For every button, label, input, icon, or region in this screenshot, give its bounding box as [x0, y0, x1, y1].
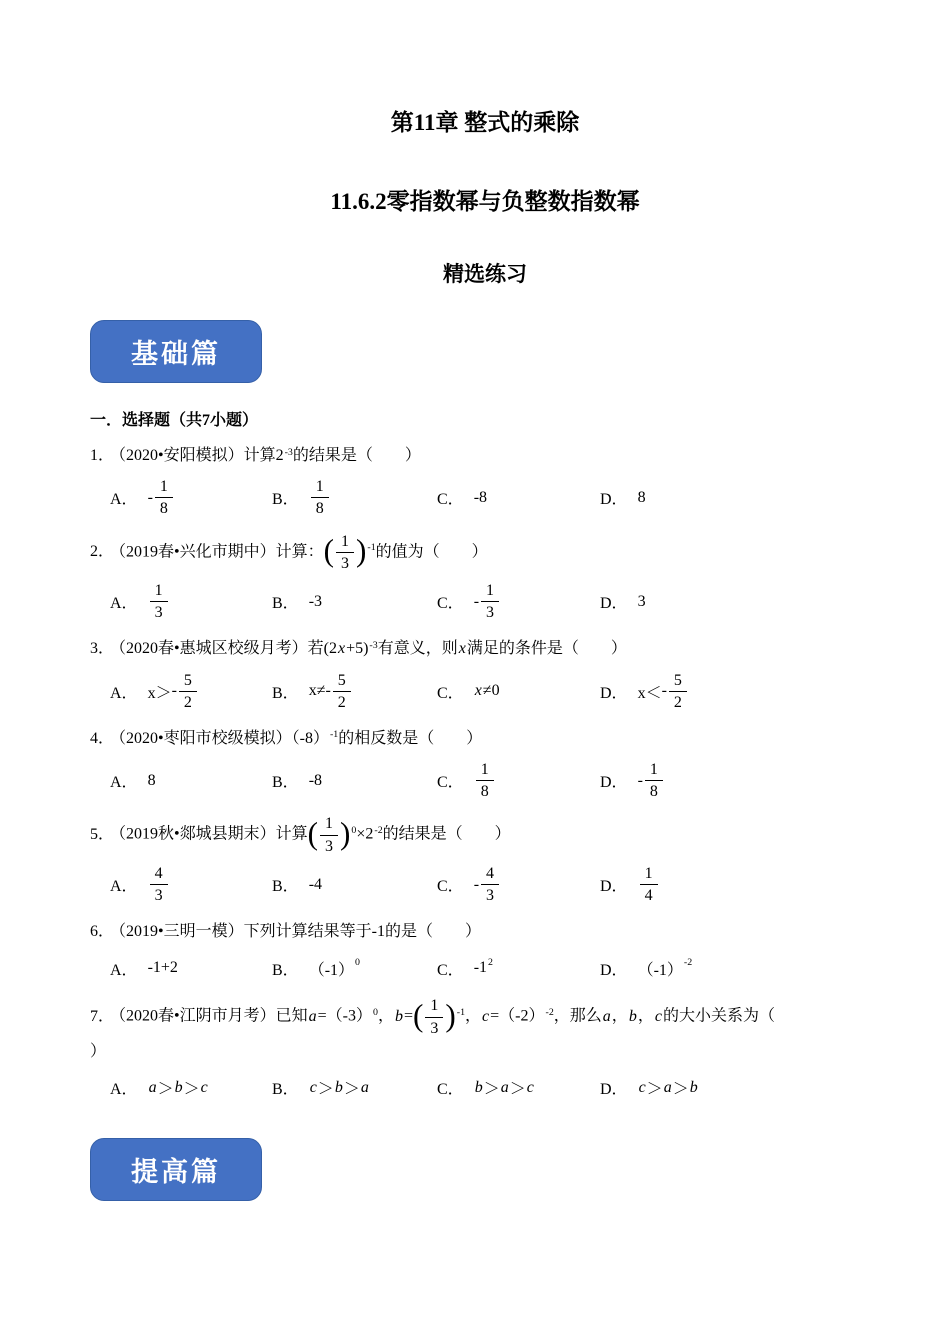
option	[272, 957, 437, 980]
option-label: A．	[110, 595, 138, 613]
superscript: -1	[367, 542, 376, 554]
option	[600, 671, 880, 712]
text-run: ＞	[646, 1081, 663, 1099]
big-left-paren: (	[307, 815, 319, 851]
option-label: B．	[272, 595, 299, 613]
question-block	[90, 442, 880, 519]
question-number: 2．	[90, 542, 115, 560]
text-run: （-1）	[637, 961, 683, 979]
option-label: A．	[110, 491, 138, 509]
fraction-denominator: 2	[183, 693, 192, 711]
text-run: ，那么	[553, 1007, 602, 1025]
text-run: -1+2	[147, 959, 178, 977]
text-run: =	[403, 1007, 413, 1025]
question-block	[90, 814, 880, 905]
text-run: ＞	[509, 1081, 526, 1099]
fraction	[320, 814, 338, 855]
fraction	[640, 864, 658, 905]
superscript: 0	[355, 957, 360, 969]
math-variable: a	[663, 1078, 672, 1096]
math-variable: b	[474, 1078, 483, 1096]
option	[437, 581, 600, 622]
options-row	[110, 864, 880, 905]
fraction-numerator: 1	[476, 760, 494, 781]
text-run: ＞	[317, 1081, 334, 1099]
fraction-denominator: 3	[154, 604, 163, 622]
text-run: 的值为（ ）	[375, 542, 488, 560]
question-block	[90, 725, 880, 802]
math-variable: a	[500, 1078, 509, 1096]
text-run: ≠0	[482, 682, 500, 700]
option	[437, 1076, 600, 1099]
math-variable: c	[200, 1078, 208, 1096]
option-label: D．	[600, 961, 628, 979]
option-label: B．	[272, 491, 299, 509]
math-variable: b	[628, 1007, 637, 1025]
fraction-denominator: 8	[480, 783, 489, 801]
text-run: （2020春•江阴市月考）已知	[118, 1007, 308, 1025]
options-row	[110, 671, 880, 712]
math-variable: x	[337, 640, 346, 658]
fraction-denominator: 3	[154, 887, 163, 904]
fraction-denominator: 3	[341, 554, 350, 572]
big-left-paren: (	[412, 997, 424, 1033]
option-label: A．	[110, 878, 138, 895]
text-run: x≠	[308, 682, 326, 700]
question-stem	[90, 532, 880, 573]
text-run: 的相反数是（ ）	[338, 729, 483, 747]
question-block	[90, 918, 880, 983]
text-run: ＞	[183, 1081, 200, 1099]
question-stem	[90, 814, 880, 855]
big-right-paren: )	[445, 997, 456, 1033]
option	[437, 957, 600, 980]
text-run: ＞	[672, 1081, 689, 1099]
text-run: ＞	[343, 1081, 360, 1099]
option-label: B．	[272, 961, 299, 979]
option	[272, 671, 437, 712]
option-label: C．	[437, 961, 464, 979]
option-label: D．	[600, 878, 628, 895]
question-stem	[90, 635, 880, 662]
option-label: A．	[110, 1081, 138, 1099]
fraction-denominator: 3	[486, 604, 495, 622]
option-label: A．	[110, 961, 138, 979]
text-run: -3	[308, 592, 323, 610]
question-block	[90, 996, 880, 1103]
superscript: -2	[683, 957, 693, 969]
minus-sign: -	[473, 875, 480, 893]
fraction-denominator: 3	[430, 1019, 439, 1037]
option-label: B．	[272, 1081, 299, 1099]
fraction-denominator: 8	[315, 500, 324, 518]
option	[600, 1076, 880, 1099]
math-variable: a	[360, 1078, 369, 1096]
math-variable: b	[394, 1007, 403, 1025]
text-run: =（-2）	[490, 1007, 545, 1025]
option	[600, 864, 880, 905]
fraction-numerator: 1	[155, 477, 173, 498]
math-variable: a	[148, 1078, 157, 1096]
text-run: ，	[465, 1007, 482, 1025]
text-run: ×2	[356, 825, 374, 843]
fraction	[425, 996, 443, 1037]
fraction	[311, 477, 329, 518]
option-label: C．	[437, 774, 464, 792]
text-run: ，	[611, 1007, 628, 1025]
option-label: C．	[437, 491, 464, 509]
text-run: 的大小关系为（	[662, 1007, 775, 1025]
math-variable: x	[474, 682, 482, 700]
fraction-numerator: 1	[481, 581, 499, 602]
option	[110, 477, 272, 518]
chapter-title: 第11章 整式的乘除	[390, 110, 580, 135]
options-row	[110, 760, 880, 801]
text-run: 有意义，则	[377, 640, 458, 658]
text-run: 的结果是（ ）	[292, 447, 421, 464]
text-run: 的结果是（ ）	[382, 825, 511, 843]
math-variable: c	[638, 1078, 646, 1096]
option	[600, 486, 880, 509]
fraction	[155, 477, 173, 518]
fraction	[333, 671, 351, 712]
minus-sign: -	[637, 771, 643, 789]
math-variable: c	[482, 1007, 490, 1025]
question-block	[90, 532, 880, 623]
fraction-numerator: 5	[179, 671, 197, 692]
option	[600, 760, 880, 801]
question-number: 1．	[90, 447, 115, 464]
text-run: ＞	[157, 1081, 174, 1099]
fraction-numerator: 4	[481, 864, 499, 885]
big-right-paren: )	[356, 532, 367, 568]
option-label: A．	[110, 684, 138, 702]
option-label: A．	[110, 774, 138, 792]
text-run: （2019春•兴化市期中）计算：	[118, 542, 324, 560]
fraction	[476, 760, 494, 801]
question-number: 4．	[90, 729, 115, 747]
question-stem	[90, 996, 880, 1065]
question-number: 3．	[90, 640, 115, 658]
text-run: 8	[147, 771, 156, 789]
math-variable: x	[458, 640, 466, 658]
option-label: B．	[272, 774, 299, 792]
option	[110, 1076, 272, 1099]
option	[272, 1076, 437, 1099]
option	[110, 769, 272, 792]
option	[272, 477, 437, 518]
option-label: B．	[272, 684, 299, 702]
lesson-title: 11.6.2零指数幂与负整数指数幂	[330, 189, 640, 214]
math-variable: b	[174, 1078, 183, 1096]
text-run: -4	[308, 875, 323, 893]
text-run: （2020春•惠城区校级月考）若(2	[118, 640, 337, 658]
fraction-numerator: 4	[150, 864, 168, 885]
fraction-numerator: 1	[311, 477, 329, 498]
question-number: 5．	[90, 825, 115, 843]
text-run: -8	[308, 771, 323, 789]
fraction	[481, 864, 499, 905]
option-label: C．	[437, 595, 464, 613]
fraction-numerator: 1	[425, 996, 443, 1017]
option-label: C．	[437, 878, 464, 895]
fraction-denominator: 2	[673, 693, 682, 711]
question-stem	[90, 442, 880, 469]
option-label: D．	[600, 1081, 628, 1099]
minus-sign: -	[473, 592, 480, 610]
text-run: （2020•枣阳市校级模拟）（-8）	[118, 729, 329, 747]
text-run: -8	[473, 488, 488, 506]
math-variable: c	[654, 1007, 662, 1025]
fraction	[150, 581, 168, 622]
text-run: =（-3）	[317, 1007, 372, 1025]
text-run: ）	[90, 1042, 107, 1060]
math-variable: a	[602, 1007, 611, 1025]
fraction-denominator: 2	[337, 693, 346, 711]
option	[272, 769, 437, 792]
text-run: -1	[473, 959, 488, 977]
exercise-heading: 精选练习	[443, 262, 527, 286]
question-number: 7．	[90, 1007, 115, 1025]
option-label: C．	[437, 684, 464, 702]
fraction	[150, 864, 168, 905]
minus-sign: -	[661, 682, 667, 700]
option	[110, 671, 272, 712]
fraction	[645, 760, 663, 801]
fraction-numerator: 5	[333, 671, 351, 692]
superscript: 0	[351, 825, 357, 837]
text-run: （2019秋•郯城县期末）计算	[118, 825, 308, 843]
math-variable: b	[334, 1078, 343, 1096]
math-variable: c	[526, 1078, 534, 1096]
option	[600, 957, 880, 980]
fraction-denominator: 3	[325, 837, 334, 855]
option	[110, 581, 272, 622]
fraction-numerator: 1	[640, 864, 658, 885]
fraction-denominator: 8	[649, 783, 658, 801]
option	[437, 864, 600, 905]
option	[437, 760, 600, 801]
option	[272, 873, 437, 896]
basic-section-badge: 基础篇	[90, 320, 262, 383]
option	[437, 680, 600, 703]
fraction-denominator: 4	[644, 887, 653, 904]
options-row	[110, 581, 880, 622]
advanced-section-badge: 提高篇	[90, 1138, 262, 1201]
fraction-numerator: 1	[150, 581, 168, 602]
option-label: D．	[600, 774, 628, 792]
option-label: D．	[600, 491, 628, 509]
option-label: D．	[600, 595, 628, 613]
fraction	[669, 671, 687, 712]
fraction-numerator: 1	[645, 760, 663, 781]
options-row	[110, 1073, 880, 1103]
text-run: （2020•安阳模拟）计算2	[118, 447, 284, 464]
text-run: 3	[637, 592, 646, 610]
questions-list	[90, 442, 880, 1103]
question-stem	[90, 918, 880, 945]
minus-sign: -	[325, 682, 331, 700]
fraction	[481, 581, 499, 622]
text-run: x＜	[637, 684, 662, 702]
superscript: -2	[374, 825, 383, 837]
option-label: B．	[272, 878, 299, 895]
text-run: ＞	[483, 1081, 500, 1099]
fraction	[179, 671, 197, 712]
superscript: -3	[284, 446, 293, 458]
superscript: 2	[488, 957, 493, 969]
option-label: C．	[437, 1081, 464, 1099]
text-run: +5)	[346, 640, 369, 658]
question-stem	[90, 725, 880, 752]
option	[110, 864, 272, 905]
superscript: -3	[369, 639, 378, 651]
big-left-paren: (	[323, 532, 335, 568]
superscript: -1	[329, 729, 339, 741]
fraction-numerator: 1	[320, 814, 338, 835]
math-variable: c	[309, 1078, 317, 1096]
option	[272, 590, 437, 613]
fraction-numerator: 5	[669, 671, 687, 692]
big-right-paren: )	[340, 815, 351, 851]
superscript: -1	[456, 1007, 466, 1019]
minus-sign: -	[171, 682, 177, 700]
minus-sign: -	[147, 488, 153, 506]
fraction-denominator: 8	[159, 500, 168, 518]
option	[437, 486, 600, 509]
math-variable: a	[308, 1007, 317, 1025]
options-row	[110, 953, 880, 983]
text-run: 满足的条件是（ ）	[466, 640, 627, 658]
text-run: ，	[377, 1007, 394, 1025]
question-type-header: 一．选择题（共7小题）	[90, 412, 259, 429]
superscript: 0	[372, 1007, 378, 1019]
fraction	[336, 532, 354, 573]
option	[110, 957, 272, 980]
text-run: 8	[637, 488, 646, 506]
fraction-denominator: 3	[486, 887, 495, 904]
option	[600, 590, 880, 613]
text-run: x＞	[147, 684, 172, 702]
options-row	[110, 477, 880, 518]
text-run: （2019•三明一模）下列计算结果等于-1的是（ ）	[118, 923, 481, 941]
option-label: D．	[600, 684, 628, 702]
question-number: 6．	[90, 923, 115, 941]
question-block	[90, 635, 880, 712]
fraction-numerator: 1	[336, 532, 354, 553]
superscript: -2	[545, 1007, 554, 1019]
text-run: ，	[637, 1007, 654, 1025]
text-run: （-1）	[308, 961, 355, 979]
math-variable: b	[689, 1078, 698, 1096]
